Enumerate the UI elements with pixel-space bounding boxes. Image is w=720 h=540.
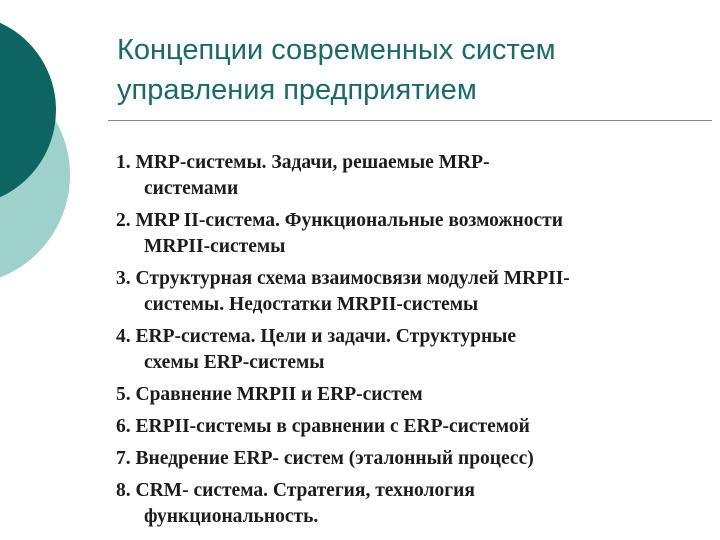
- decorative-circles: [0, 0, 100, 300]
- list-item-line-1: 3. Структурная схема взаимосвязи модулей MRPII-: [116, 268, 570, 289]
- list-item-line-1: 4. ERP-система. Цели и задачи. Структурные: [116, 326, 517, 347]
- list-item-line-1: 8. CRM- система. Стратегия, технология: [116, 480, 475, 501]
- list-item: [116, 208, 706, 260]
- list-item: [116, 150, 706, 202]
- list-item-line-1: 1. MRP-системы. Задачи, решаемые MRP-: [116, 152, 490, 173]
- list-item-line-1: 2. MRP II-система. Функциональные возможности: [116, 210, 563, 231]
- list-item-line-2: системы. Недостатки MRPII-системы: [144, 294, 479, 315]
- title-line-1: Концепции современных систем: [117, 34, 556, 66]
- list-item-line-2: функциональность.: [144, 506, 319, 527]
- list-item: [116, 324, 706, 376]
- list-item-line-1: 5. Сравнение MRPII и ERP-систем: [116, 384, 423, 405]
- slide-title: [117, 30, 697, 110]
- list-item: [116, 382, 706, 408]
- list-item-line-1: 7. Внедрение ERP- систем (эталонный процесс): [116, 448, 534, 469]
- list-item-line-2: MRPII-системы: [144, 236, 286, 257]
- list-item: [116, 414, 706, 440]
- list-item: [116, 446, 706, 472]
- title-line-2: управления предприятием: [117, 74, 477, 106]
- list-item-line-1: 6. ERPII-системы в сравнении с ERP-системой: [116, 416, 530, 437]
- list-item-line-2: схемы ERP-системы: [144, 352, 325, 373]
- list-item: [116, 478, 706, 530]
- list-item-line-2: системами: [144, 178, 239, 199]
- topic-list: [116, 150, 706, 536]
- title-divider: [108, 120, 712, 121]
- list-item: [116, 266, 706, 318]
